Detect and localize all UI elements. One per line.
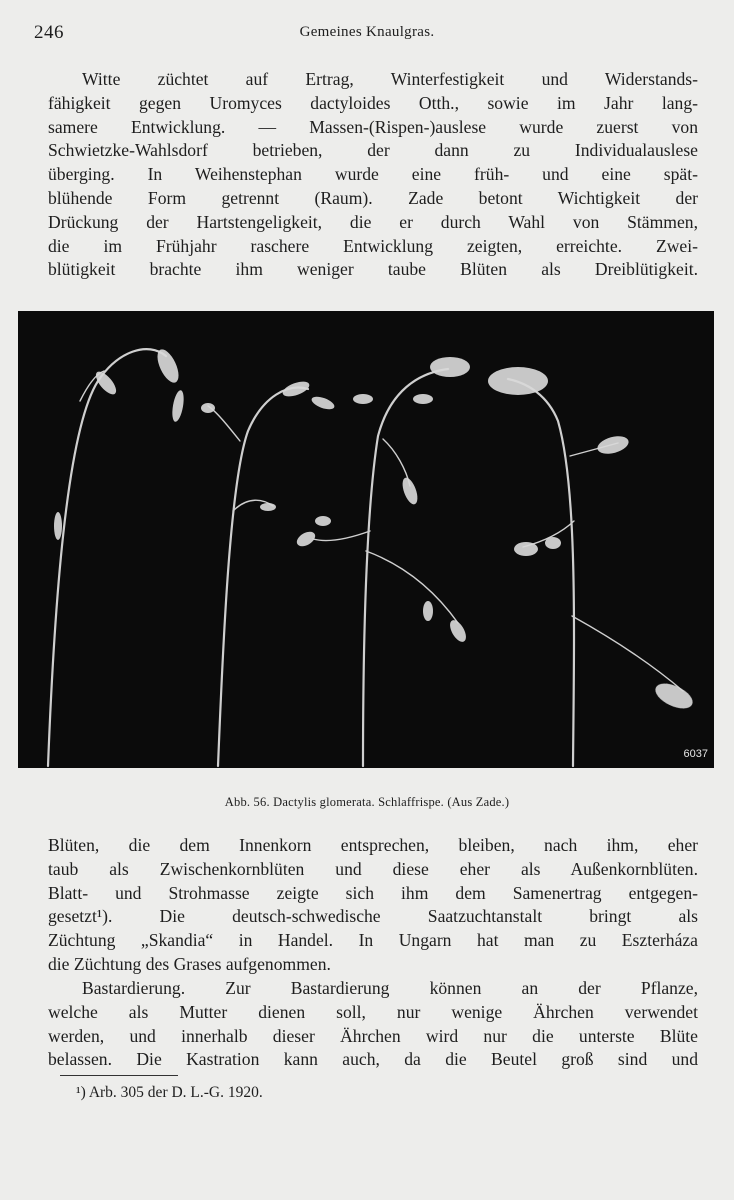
figure-caption: Abb. 56. Dactylis glomerata. Schlaffrispe. (Aus Zade.): [224, 795, 510, 809]
text-line: belassen. Die Kastration kann auch, da die Beutel groß sind und: [48, 1049, 698, 1070]
figure-photo: [18, 311, 714, 768]
text-line: Blatt- und Strohmasse zeigte sich ihm dem Samenertrag entgegen-: [48, 882, 698, 903]
text-line: Schwietzke-Wahlsdorf betrieben, der dann zu Individualauslese: [48, 140, 698, 161]
grass-panicle-illustration: [18, 311, 714, 768]
paragraph-1: [48, 68, 698, 282]
page-number: 246: [34, 22, 64, 43]
running-title: Gemeines Knaulgras.: [299, 24, 435, 40]
text-line: Witte züchtet auf Ertrag, Winterfestigkeit und Widerstands-: [82, 69, 698, 89]
footnote: ¹) Arb. 305 der D. L.-G. 1920.: [76, 1084, 263, 1101]
footnote-rule: [60, 1075, 178, 1076]
text-line: Blüten, die dem Innenkorn entsprechen, bleiben, nach ihm, eher: [48, 835, 698, 855]
text-line: Züchtung „Skandia“ in Handel. In Ungarn hat man zu Eszterháza: [48, 930, 698, 951]
paragraph-2: [48, 834, 698, 977]
text-line: samere Entwicklung. — Massen-(Rispen-)auslese wurde zuerst von: [48, 116, 698, 137]
paragraph-3: [48, 977, 698, 1072]
photo-plate-number: 6037: [683, 748, 708, 760]
text-line: die im Frühjahr raschere Entwicklung zeigten, erreichte. Zwei-: [48, 235, 698, 256]
text-line: blühende Form getrennt (Raum). Zade betont Wichtigkeit der: [48, 187, 698, 208]
text-line: Bastardierung. Zur Bastardierung können an der Pflanze,: [82, 978, 698, 998]
text-line: werden, und innerhalb dieser Ährchen wird nur die unterste Blüte: [48, 1025, 698, 1046]
text-line: taub als Zwischenkornblüten und diese eher als Außenkornblüten.: [48, 858, 698, 879]
text-line: die Züchtung des Grases aufgenommen.: [48, 953, 331, 974]
text-line: gesetzt¹). Die deutsch-schwedische Saatzuchtanstalt bringt als: [48, 906, 698, 927]
text-line: fähigkeit gegen Uromyces dactyloides Otth., sowie im Jahr lang-: [48, 92, 698, 113]
text-line: blütigkeit brachte ihm weniger taube Blüten als Dreiblütigkeit.: [48, 259, 698, 280]
text-line: Drückung der Hartstengeligkeit, die er durch Wahl von Stämmen,: [48, 211, 698, 232]
text-line: überging. In Weihenstephan wurde eine früh- und eine spät-: [48, 164, 698, 185]
text-line: welche als Mutter dienen soll, nur wenige Ährchen verwendet: [48, 1001, 698, 1022]
